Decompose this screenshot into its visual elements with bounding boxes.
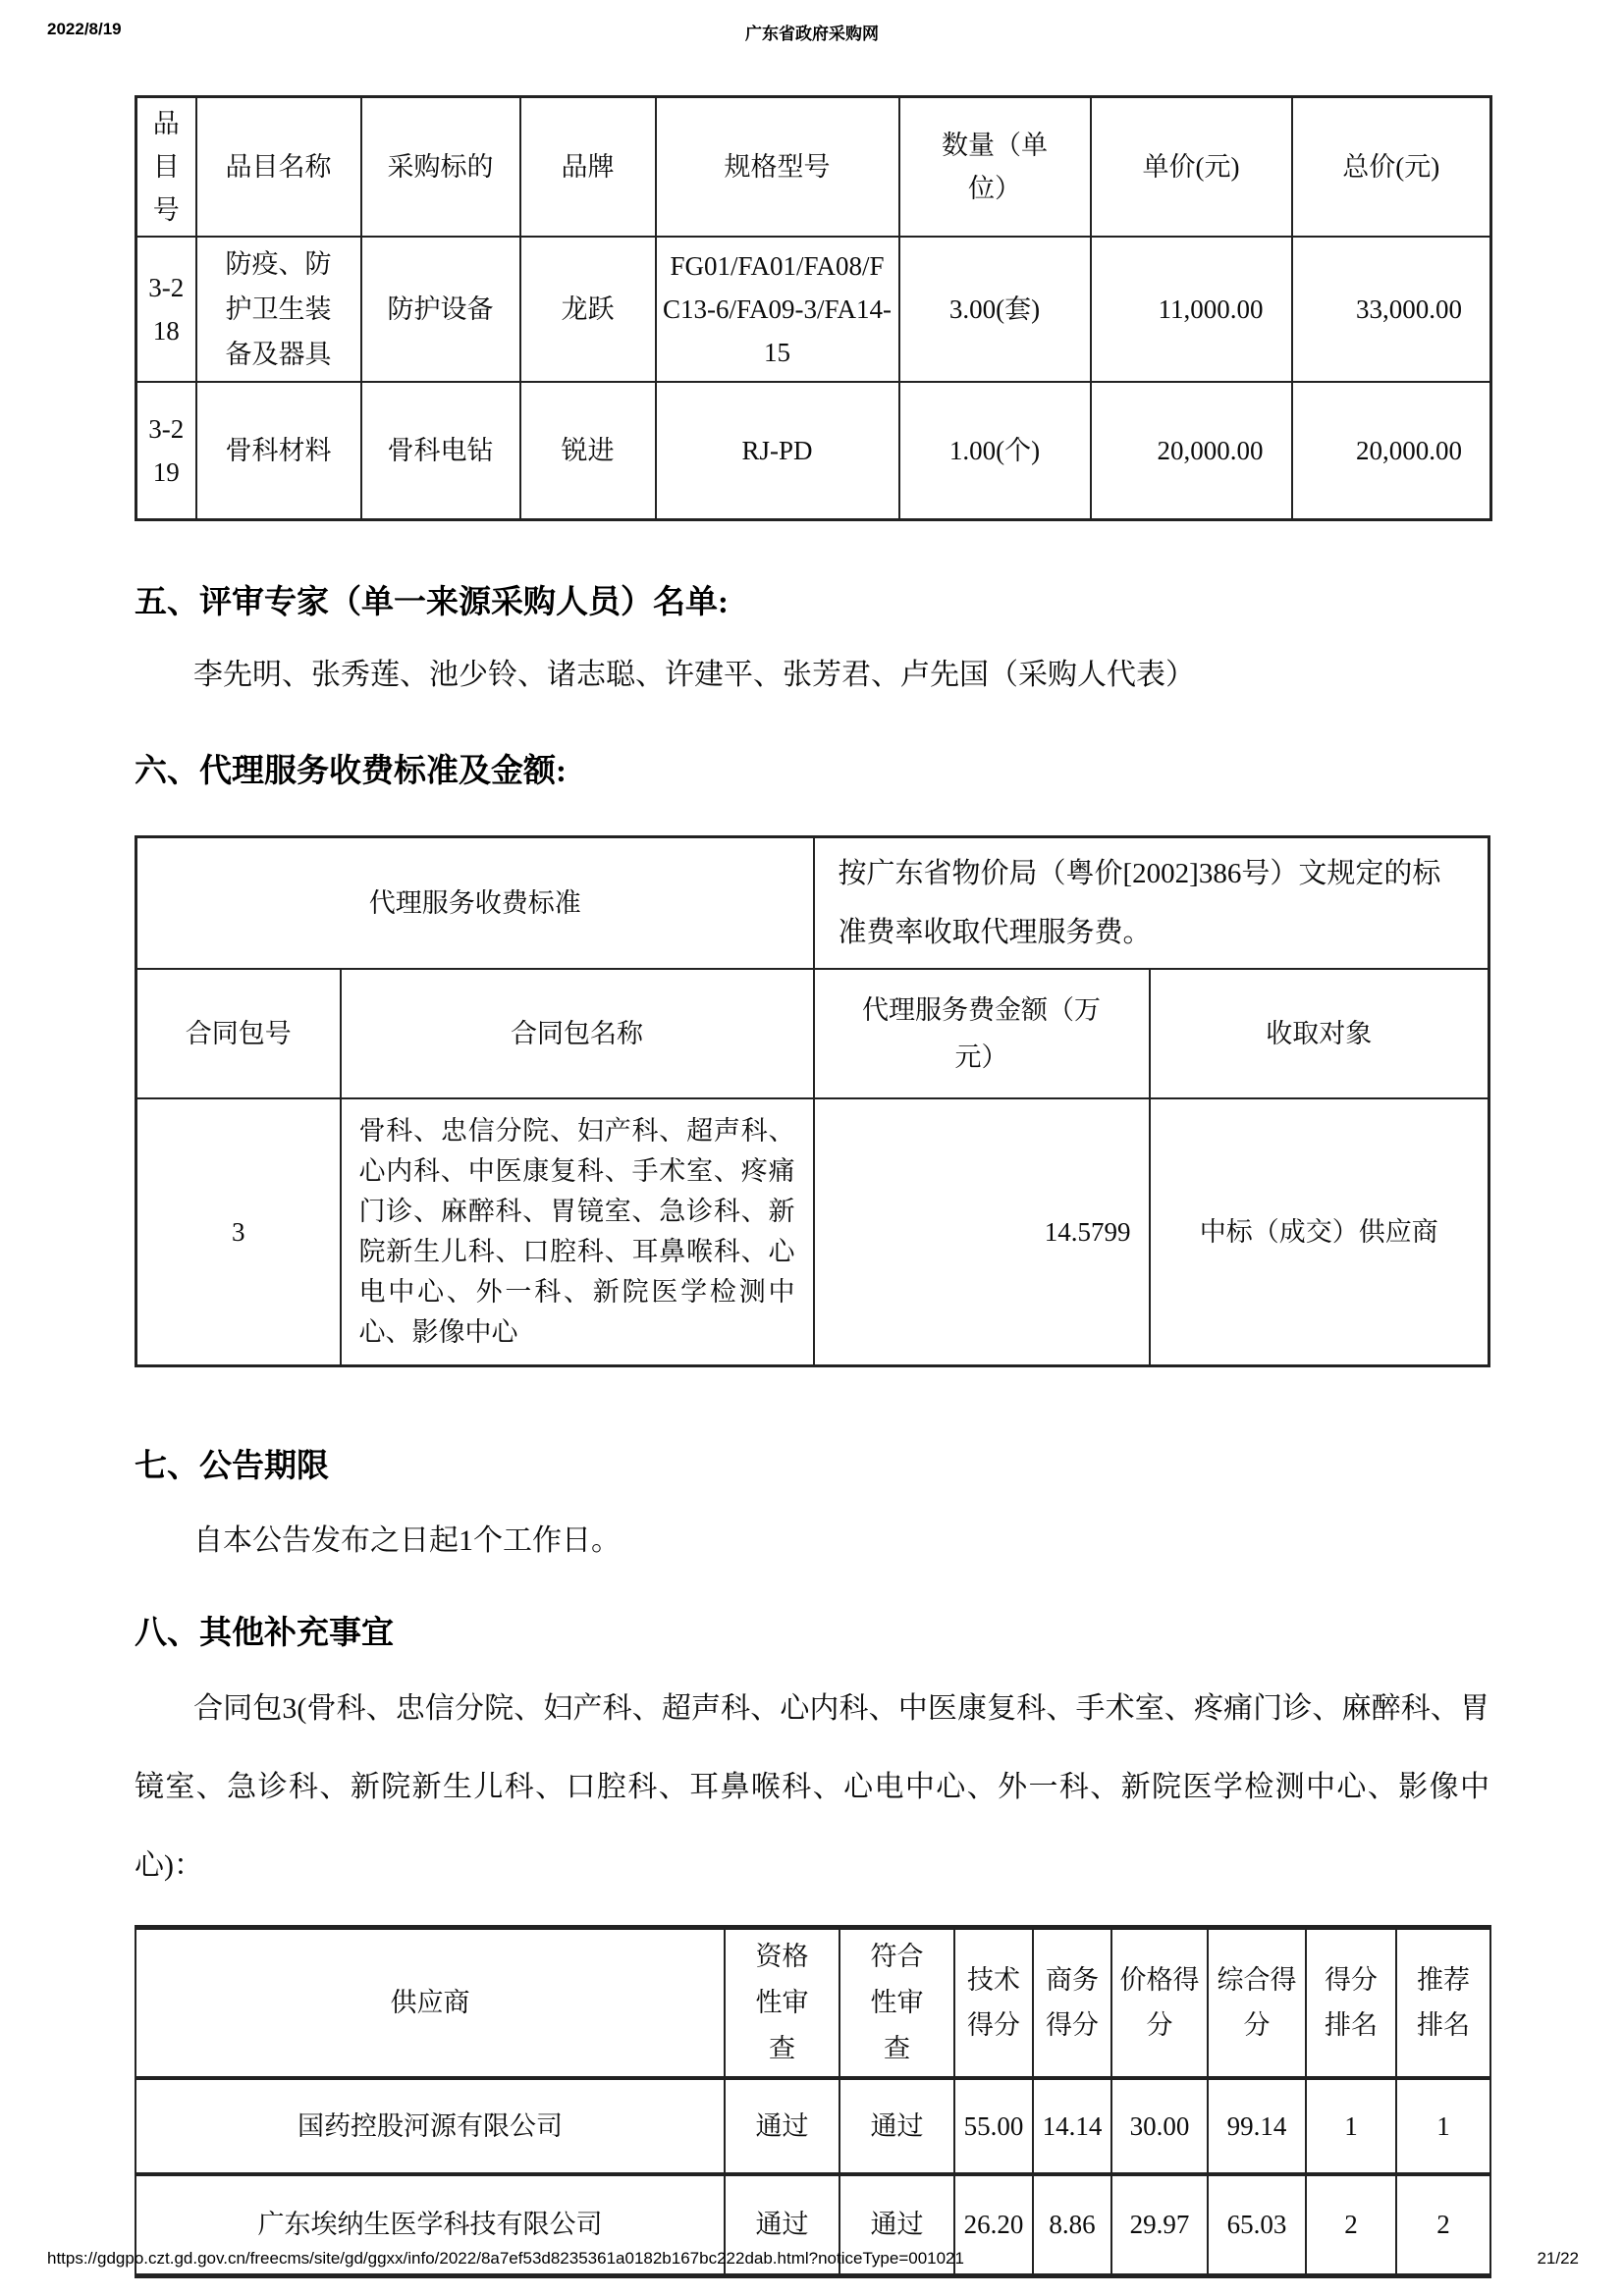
item-brand: 龙跃 — [520, 237, 656, 382]
recommend-rank: 2 — [1396, 2174, 1490, 2276]
col-item-no: 品目号 — [136, 97, 196, 238]
col-target: 采购标的 — [361, 97, 520, 238]
col-overall-score: 综合得分 — [1208, 1927, 1306, 2078]
score-rank: 1 — [1306, 2078, 1396, 2174]
col-package-no: 合同包号 — [136, 969, 341, 1098]
expert-names: 李先明、张秀莲、池少铃、诸志聪、许建平、张芳君、卢先国（采购人代表） — [193, 658, 1195, 691]
fee-standard-label: 代理服务收费标准 — [136, 836, 814, 969]
print-date: 2022/8/19 — [47, 20, 122, 38]
tech-score: 55.00 — [954, 2078, 1033, 2174]
section7-title: 七、公告期限 — [135, 1448, 329, 1484]
item-unit-price: 20,000.00 — [1091, 382, 1292, 519]
item-brand: 锐进 — [520, 382, 656, 519]
business-score: 8.86 — [1033, 2174, 1111, 2276]
item-total-price: 33,000.00 — [1292, 237, 1491, 382]
site-title: 广东省政府采购网 — [745, 25, 879, 43]
col-total-price: 总价(元) — [1292, 97, 1491, 238]
col-tech-score: 技术得分 — [954, 1927, 1033, 2078]
table-row — [136, 237, 1491, 382]
fee-table-header-row — [136, 969, 1489, 1098]
item-target: 防护设备 — [361, 237, 520, 382]
conformity-result: 通过 — [839, 2078, 954, 2174]
qualification-result: 通过 — [725, 2174, 839, 2276]
col-unit-price: 单价(元) — [1091, 97, 1292, 238]
item-spec: FG01/FA01/FA08/FC13-6/FA09-3/FA14-15 — [656, 237, 899, 382]
col-spec: 规格型号 — [656, 97, 899, 238]
col-brand: 品牌 — [520, 97, 656, 238]
table-row — [135, 2078, 1490, 2174]
col-price-score: 价格得分 — [1111, 1927, 1208, 2078]
item-name: 骨科材料 — [196, 382, 361, 519]
items-table-header-row — [136, 97, 1491, 238]
fee-standard-row — [136, 836, 1489, 969]
section8-content: 合同包3(骨科、忠信分院、妇产科、超声科、心内科、中医康复科、手术室、疼痛门诊、麻醉科、胃镜室、急诊科、新院新生儿科、口腔科、耳鼻喉科、心电中心、外一科、新院医学检测中心、影像中心)： — [135, 1691, 1489, 1882]
item-target: 骨科电钻 — [361, 382, 520, 519]
item-spec: RJ-PD — [656, 382, 899, 519]
col-supplier: 供应商 — [135, 1927, 725, 2078]
table-row — [136, 1098, 1489, 1366]
col-qty: 数量（单位） — [899, 97, 1091, 238]
supplier-name: 广东埃纳生医学科技有限公司 — [135, 2174, 725, 2276]
footer-url: https://gdgpo.czt.gd.gov.cn/freecms/site/gd/ggxx/info/2022/8a7ef53d8235361a0182b167bc222dab.html?noticeType=001021 — [47, 2249, 964, 2268]
col-recommend-rank: 推荐排名 — [1396, 1927, 1490, 2078]
col-qualification: 资格性审查 — [725, 1927, 839, 2078]
price-score: 29.97 — [1111, 2174, 1208, 2276]
supplier-name: 国药控股河源有限公司 — [135, 2078, 725, 2174]
page-number: 21/22 — [1537, 2249, 1579, 2268]
price-score: 30.00 — [1111, 2078, 1208, 2174]
business-score: 14.14 — [1033, 2078, 1111, 2174]
item-no: 3-218 — [136, 237, 196, 382]
col-business-score: 商务得分 — [1033, 1927, 1111, 2078]
recommend-rank: 1 — [1396, 2078, 1490, 2174]
qualification-result: 通过 — [725, 2078, 839, 2174]
item-unit-price: 11,000.00 — [1091, 237, 1292, 382]
item-qty: 1.00(个) — [899, 382, 1091, 519]
fee-amount: 14.5799 — [814, 1098, 1150, 1366]
item-no: 3-219 — [136, 382, 196, 519]
item-total-price: 20,000.00 — [1292, 382, 1491, 519]
supplier-table — [135, 1925, 1491, 2279]
package-no: 3 — [136, 1098, 341, 1366]
col-payer: 收取对象 — [1150, 969, 1489, 1098]
section5-title: 五、评审专家（单一来源采购人员）名单: — [135, 584, 729, 620]
col-package-name: 合同包名称 — [341, 969, 814, 1098]
col-score-rank: 得分排名 — [1306, 1927, 1396, 2078]
fee-table — [135, 835, 1490, 1367]
item-name: 防疫、防护卫生装备及器具 — [196, 237, 361, 382]
col-fee-amount: 代理服务费金额（万元） — [814, 969, 1150, 1098]
item-qty: 3.00(套) — [899, 237, 1091, 382]
fee-standard-value: 按广东省物价局（粤价[2002]386号）文规定的标准费率收取代理服务费。 — [814, 836, 1489, 969]
items-table — [135, 95, 1492, 521]
section7-content: 自本公告发布之日起1个工作日。 — [193, 1523, 621, 1557]
section6-title: 六、代理服务收费标准及金额: — [135, 753, 567, 789]
col-conformity: 符合性审查 — [839, 1927, 954, 2078]
fee-payer: 中标（成交）供应商 — [1150, 1098, 1489, 1366]
supplier-table-header-row — [135, 1927, 1490, 2078]
section8-title: 八、其他补充事宜 — [135, 1615, 394, 1651]
conformity-result: 通过 — [839, 2174, 954, 2276]
score-rank: 2 — [1306, 2174, 1396, 2276]
overall-score: 65.03 — [1208, 2174, 1306, 2276]
table-row — [136, 382, 1491, 519]
package-name: 骨科、忠信分院、妇产科、超声科、心内科、中医康复科、手术室、疼痛门诊、麻醉科、胃镜室、急诊科、新院新生儿科、口腔科、耳鼻喉科、心电中心、外一科、新院医学检测中心、影像中心 — [341, 1098, 814, 1366]
col-item-name: 品目名称 — [196, 97, 361, 238]
tech-score: 26.20 — [954, 2174, 1033, 2276]
overall-score: 99.14 — [1208, 2078, 1306, 2174]
